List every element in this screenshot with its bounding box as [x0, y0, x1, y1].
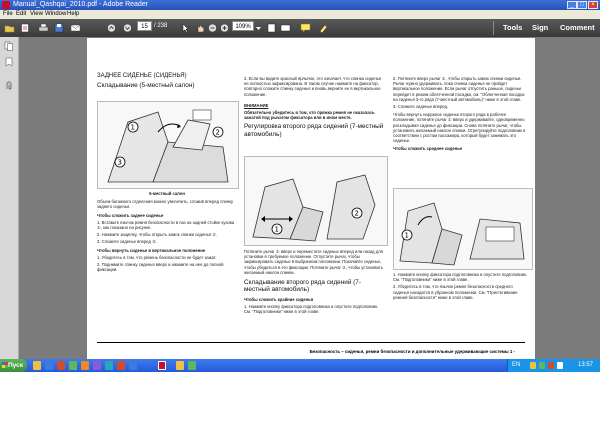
system-tray — [507, 359, 600, 372]
subheading: Чтобы сложить среднее сиденье — [393, 146, 463, 152]
page-down-icon[interactable] — [122, 23, 133, 33]
fit-page-icon[interactable] — [266, 23, 277, 33]
sign-pane-button[interactable]: Sign — [532, 23, 549, 32]
svg-text:1: 1 — [274, 225, 279, 234]
toolbar-separator — [493, 21, 494, 35]
taskbar-app-icon[interactable] — [129, 361, 137, 370]
taskbar — [0, 359, 600, 372]
start-button[interactable] — [0, 359, 27, 372]
highlight-icon[interactable] — [318, 23, 329, 33]
title-bar — [0, 0, 600, 10]
step: 1. Нажмите кнопку фиксатора подголовника и опустите подголовник. См. "Подголовники" ниже в этой главе. — [244, 304, 379, 315]
column-2 — [244, 76, 386, 138]
tray-icon[interactable] — [557, 362, 563, 369]
svg-text:1: 1 — [130, 123, 135, 132]
taskbar-app-icon[interactable] — [69, 361, 77, 370]
section-heading: Складывание второго ряда сидений (7-местный автомобиль) — [244, 279, 361, 294]
step: 3. Сложите сиденье вперед ③. — [97, 239, 158, 245]
subheading: Чтобы сложить заднее сиденье — [97, 212, 164, 218]
menu-window[interactable]: Window — [45, 11, 67, 17]
svg-text:2: 2 — [354, 209, 359, 218]
taskbar-app-icon[interactable] — [33, 361, 41, 370]
tools-pane-button[interactable]: Tools — [503, 23, 523, 32]
attachments-panel-icon[interactable] — [4, 81, 14, 91]
tray-icon[interactable] — [539, 362, 545, 369]
svg-text:2: 2 — [215, 128, 220, 137]
paragraph: Чтобы вернуть наружное сиденье второго ряда в рабочее положение, потяните рычаг ① вверх и удерживайте, одновременно раскладывая сиденье до фиксации. Снова потяните рычаг, чтобы установить желаемый наклон спинки. Отрегулируйте подголовник в соответствии с ростом пассажира, который будет занимать это сиденье. — [393, 112, 526, 144]
page-number-input[interactable]: 15 — [137, 21, 152, 31]
step: 2. Поднимите спинку сиденья вверх и нажмите на нее до полной фиксации. — [97, 262, 224, 273]
menu-edit[interactable]: Edit — [16, 11, 27, 17]
step: 2. Нажмите защёлку, чтобы открыть замок спинки сиденья ②. — [97, 232, 218, 238]
section-subheading: Складывание (5-местный салон) — [97, 82, 195, 89]
maximize-button[interactable]: □ — [577, 1, 587, 9]
tray-icon[interactable] — [530, 362, 536, 369]
taskbar-app-icon[interactable] — [93, 361, 101, 370]
zoom-dropdown-icon[interactable] — [255, 23, 262, 33]
taskbar-app-icon[interactable] — [117, 361, 125, 370]
fit-width-icon[interactable] — [280, 23, 291, 33]
column-1-text — [97, 191, 237, 272]
zoom-input[interactable]: 109% — [232, 21, 254, 31]
zoom-out-icon[interactable] — [207, 23, 218, 33]
hand-tool-icon[interactable] — [195, 23, 206, 33]
windows-logo-icon — [2, 362, 8, 368]
second-row-adjust-illustration — [244, 156, 388, 246]
step: 3. Сложите сиденье вперед. — [393, 104, 449, 110]
step: 3. Если вы видите красный ярлычок, это означает, что спинка сиденья не полностью зафиксирована. В таком случае нажмите на фиксатор, повторно сложите спинку сиденья и вновь верните ее в вертикальное положение. — [244, 76, 382, 97]
column-3 — [393, 76, 529, 152]
print-icon[interactable] — [38, 23, 49, 33]
svg-text:3: 3 — [117, 158, 122, 167]
section-heading: ЗАДНЕЕ СИДЕНЬЕ (СИДЕНЬЯ) — [97, 73, 187, 79]
page-up-icon[interactable] — [106, 23, 117, 33]
subheading: Чтобы сложить крайние сиденья — [244, 296, 314, 302]
subheading: Чтобы вернуть сиденье в вертикальное положение — [97, 247, 206, 253]
navigation-sidebar — [0, 37, 19, 359]
taskbar-app-icon[interactable] — [57, 361, 65, 370]
taskbar-app-icon[interactable] — [176, 361, 184, 370]
empty-area — [0, 372, 600, 426]
zoom-in-icon[interactable] — [219, 23, 230, 33]
comment-pane-button[interactable]: Comment — [560, 23, 595, 32]
pages-panel-icon[interactable] — [4, 41, 14, 51]
window-title: Manual_Qashqai_2010.pdf - Adobe Reader — [13, 1, 149, 8]
taskbar-app-icon[interactable] — [105, 361, 113, 370]
svg-text:1: 1 — [404, 231, 409, 240]
step: 2. Убедитесь в том, что язычок ремня безопасности среднего сиденья находится в убранном положении. См. "Пристегивание ремней безопасности" ниже в этой главе. — [393, 284, 518, 300]
start-label: Пуск — [8, 362, 23, 369]
menu-view[interactable]: View — [30, 11, 43, 17]
column-3-text — [393, 272, 529, 300]
taskbar-app-icon[interactable] — [45, 361, 53, 370]
warning-label: ВНИМАНИЕ — [244, 102, 269, 108]
warning-text: Обязательно убедитесь в том, что пряжка ремня не оказалась зажатой под рычагом фиксатора или в ином месте. — [244, 110, 375, 121]
step: 1. Убедитесь в том, что ремень безопасности не будет зажат. — [97, 254, 217, 260]
step: 1. Вставьте язычок ремня безопасности в паз на задней стойке кузова ①, как показано на рисунке. — [97, 219, 235, 231]
menu-bar — [0, 10, 600, 19]
section-heading: Регулировка второго ряда сидений (7-местный автомобиль) — [244, 123, 384, 138]
email-icon[interactable] — [70, 23, 81, 33]
step: 1. Нажмите кнопку фиксатора подголовника и опустите подголовник. См. "Подголовники" ниже в этой главе. — [393, 272, 528, 283]
select-tool-icon[interactable] — [180, 23, 191, 33]
adobe-reader-task-icon[interactable] — [158, 361, 166, 370]
step: 2. Потяните вверх рычаг ①, чтобы открыть замок спинки сиденья. Рычаг нужно удерживать, пока спинка сиденья не пройдет вертикальное положение. Если рычаг отпустить раньше, сиденье перейдет в режим облегченной посадки, см. "Облегченная посадка на сиденья 3-го ряда (7-местный автомобиль)" ниже в этой главе. — [393, 76, 525, 102]
open-icon[interactable] — [4, 23, 15, 33]
rear-seat-folding-illustration — [97, 101, 239, 189]
save-icon[interactable] — [54, 23, 65, 33]
adobe-reader-icon — [2, 1, 10, 9]
comment-note-icon[interactable] — [300, 23, 311, 33]
taskbar-app-icon[interactable] — [81, 361, 89, 370]
minimize-button[interactable]: _ — [567, 1, 577, 9]
figure-caption: 5-местный салон — [149, 191, 185, 196]
create-icon[interactable] — [20, 23, 31, 33]
column-2-text — [244, 249, 386, 314]
paragraph: Потяните рычаг ① вверх и переместите сиденье вперед или назад для установки в требуемое положение. Отпустите рычаг, чтобы зафиксировать сиденье в выбранном положении. Покачайте сиденье, чтобы убедиться в его фиксации. Потяните рычаг ②, чтобы установить желаемый наклон спинки. — [244, 249, 383, 275]
close-button[interactable]: × — [588, 1, 598, 9]
language-indicator[interactable]: EN — [512, 362, 521, 368]
page-total: / 238 — [154, 23, 168, 29]
taskbar-app-icon[interactable] — [188, 361, 196, 370]
tray-icon[interactable] — [548, 362, 554, 369]
pdf-page[interactable] — [87, 38, 535, 359]
paragraph: Объем багажного отделения можно увеличить, сложив вперед спинку заднего сиденья. — [97, 199, 234, 210]
middle-seat-folding-illustration — [393, 188, 533, 270]
footer-rule — [97, 342, 525, 343]
bookmarks-panel-icon[interactable] — [4, 57, 14, 67]
menu-file[interactable]: File — [3, 11, 13, 17]
page-footer: Безопасность – сиденья, ремни безопасности и дополнительные удерживающие системы 1 - — [309, 349, 515, 354]
column-1 — [97, 73, 237, 89]
menu-help[interactable]: Help — [67, 11, 80, 17]
clock: 13:57 — [578, 362, 594, 368]
